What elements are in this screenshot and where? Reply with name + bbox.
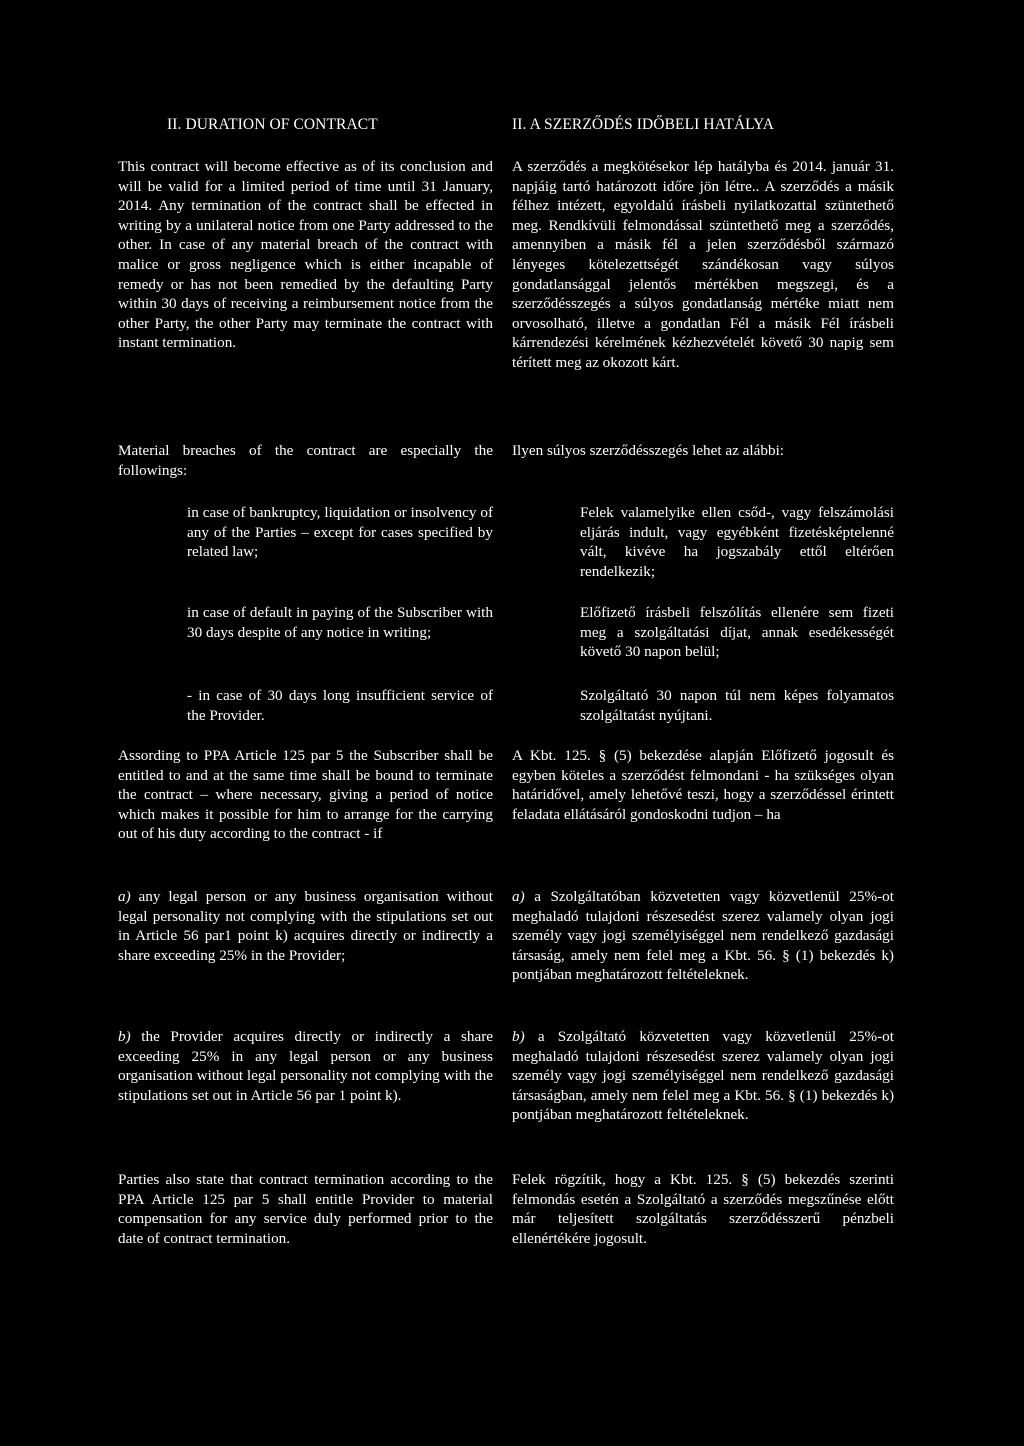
condition-b-text-hu: a Szolgáltató közvetetten vagy közvetlenül 25%-ot meghaladó tulajdoni részesedést szerez valamely olyan jogi személy vagy jogi személyiséggel nem rendelkező gazdasági társaságban, amely nem felel meg a Kbt. 56. § (1) bekezdés k) pontjában meghatározott feltételeknek. [512,1028,894,1124]
ppa-article-paragraph-en: Assording to PPA Article 125 par 5 the Subscriber shall be entitled to and at the same time shall be bound to terminate the contract – where necessary, giving a period of notice which makes it possible for him to arrange for the carrying out of his duty according to the contract - if [118,747,493,843]
breach-item-payment-default-en: in case of default in paying of the Subscriber with 30 days despite of any notice in writing; [187,604,493,641]
material-breaches-intro-hu: Ilyen súlyos szerződésszegés lehet az alábbi: [512,442,785,459]
heading-en: II. DURATION OF CONTRACT [167,116,378,133]
condition-a-en [118,887,493,965]
condition-b-label-en: b) [118,1028,131,1045]
condition-b-label-hu: b) [512,1028,525,1045]
ppa-article-paragraph-hu: A Kbt. 125. § (5) bekezdése alapján Előfizető jogosult és egyben köteles a szerződést felmondani - ha szükséges olyan határidővel, amely lehetővé teszi, hogy a szerződéssel érintett feladata ellátásáról gondoskodni tudjon – ha [512,747,894,823]
condition-a-text-en: any legal person or any business organisation without legal personality not complying with the stipulations set out in Article 56 par1 point k) acquires directly or indirectly a share exceeding 25% in the Provider; [118,888,493,964]
compensation-paragraph-hu: Felek rögzítik, hogy a Kbt. 125. § (5) bekezdés szerinti felmondás esetén a Szolgáltató a szerződés megszűnése előtt már teljesített szolgáltatás szerződésszerű pénzbeli ellenértékére jogosult. [512,1171,894,1247]
breach-item-bankruptcy-en: in case of bankruptcy, liquidation or insolvency of any of the Parties – except for cases specified by related law; [187,504,493,561]
duration-paragraph-hu: A szerződés a megkötésekor lép hatályba és 2014. január 31. napjáig tartó határozott időre jön létre.. A szerződés a másik félhez intézett, egyoldalú írásbeli nyilatkozattal szüntethető meg. Rendkívüli felmondással szüntethető meg a szerződés, amennyiben a másik fél a jelen szerződésből származó lényeges kötelezettségét szándékosan vagy súlyos gondatlansággal jelentős mértékben megszegi, és a szerződésszegés a súlyos gondatlanság mértéke miatt nem orvosolható, illetve a gondatlan Fél a másik Fél írásbeli kárrendezési kérelmének kézhezvételét követő 30 napig sem térített meg az okozott kárt. [512,158,894,371]
condition-b-text-en: the Provider acquires directly or indirectly a share exceeding 25% in any legal person or any business organisation without legal personality not complying with the stipulations set out in Article 56 par 1 point k). [118,1028,493,1104]
condition-b-hu [512,1027,894,1125]
breach-item-insufficient-service-en: - in case of 30 days long insufficient service of the Provider. [187,687,493,724]
compensation-paragraph-en: Parties also state that contract termination according to the PPA Article 125 par 5 shall entitle Provider to material compensation for any service duly performed prior to the date of contract termination. [118,1171,493,1247]
duration-paragraph-en: This contract will become effective as of its conclusion and will be valid for a limited period of time until 31 January, 2014. Any termination of the contract shall be effected in writing by a unilateral notice from one Party addressed to the other. In case of any material breach of the contract with malice or gross negligence which is either incapable of remedy or has not been remedied by the defaulting Party within 30 days of receiving a reimbursement notice from the other Party, the other Party may terminate the contract with instant termination. [118,158,493,352]
condition-a-text-hu: a Szolgáltatóban közvetetten vagy közvetlenül 25%-ot meghaladó tulajdoni részesedést szerez valamely olyan jogi személy vagy jogi személyiséggel nem rendelkező gazdasági társaság, amely nem felel meg a Kbt. 56. § (1) bekezdés k) pontjában meghatározott feltételeknek. [512,888,894,984]
condition-b-en [118,1027,493,1105]
condition-a-label-hu: a) [512,888,525,905]
material-breaches-intro-en: Material breaches of the contract are especially the followings: [118,442,493,479]
breach-item-payment-default-hu: Előfizető írásbeli felszólítás ellenére sem fizeti meg a szolgáltatási díjat, annak esedékességét követő 30 napon belül; [580,604,894,661]
heading-hu: II. A SZERZŐDÉS IDŐBELI HATÁLYA [512,116,775,133]
condition-a-label-en: a) [118,888,131,905]
breach-item-bankruptcy-hu: Felek valamelyike ellen csőd-, vagy felszámolási eljárás indult, vagy egyébként fizetésképtelenné vált, kivéve ha jogszabály ettől eltérően rendelkezik; [580,504,894,580]
breach-item-insufficient-service-hu: Szolgáltató 30 napon túl nem képes folyamatos szolgáltatást nyújtani. [580,687,894,724]
condition-a-hu [512,887,894,985]
